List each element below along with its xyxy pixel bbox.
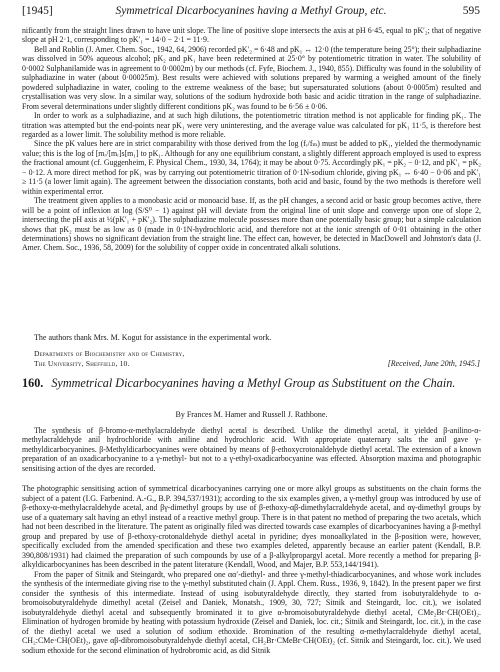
acknowledgement: The authors thank Mrs. M. Kogut for assistance in the experimental work. bbox=[34, 333, 272, 342]
header-year: [1945] bbox=[22, 5, 53, 17]
paragraph: nificantly from the straight lines drawn to have unit slope. The line of positive slope intersects the axis at pH 6·45, equal to pK′₂; that of negative slope at pH 2·1, corresponding to pK′₁ = 14·0 − 2·1 = 11·9. bbox=[22, 26, 481, 45]
paragraph: Bell and Roblin (J. Amer. Chem. Soc., 1942, 64, 2906) recorded pK′₂ = 6·48 and pK₁ ↔ 12·0 (the temperature being 25°); their sulphadiazine was dissolved in 50% aqueous alcohol; pK₂ and pK₁ have been redetermined at 25·0° by potentiometric titration in water. The solubility of 0·0002 Sulphanilamide was in agreement to 0·0002m) by our methods (cf. Fyfe, Biochem. J., 1940, 855). Difficulty was found in the solubility of sulphadiazine in water (about 0·00025m). Best results were achieved with solutions prepared by warming a weighed amount of the finely powdered sulphadiazine in water, cooling to the extreme weakness of the base; but supersaturated solutions (about 0·0005m) resulted and crystallisation was very slow. In a similar way, solutions of the sodium hydroxide both basic and acidic titration in the range of sulphadiazine. From several determinations under slightly different conditions pK₂ was found to be 6·56 ± 0·06. bbox=[22, 44, 481, 111]
header-title: Symmetrical Dicarbocyanines having a Methyl Group, etc. bbox=[115, 5, 387, 17]
article-authors: By Frances M. Hamer and Russell J. Rathbone. bbox=[175, 410, 328, 419]
article-title: Symmetrical Dicarbocyanines having a Methyl Group as Substituent on the Chain. bbox=[51, 376, 456, 390]
article-body bbox=[22, 484, 481, 655]
paragraph: In order to work as a sulphadiazine, and at such high dilutions, the potentiometric titration method is not applicable for finding pK₁. The titration was attempted but the end-points near pK₁ were very uninteresting, and the average value was calculated for pK₁ 11·5, is therefore best regarded as a lower limit. The solubility method is more reliable. bbox=[22, 111, 481, 139]
article-title-block bbox=[22, 376, 481, 391]
abstract-paragraph: The synthesis of β-bromo-α-methylacraldehyde diethyl acetal is described. Unlike the dimethyl acetal, it yielded β-anilino-α-methylacraldehyde anil hydrochloride with aniline and hydrochloric acid. With appropriate quaternary salts the anil gave γ-methyldicarbocyanines. β-Methyldicarbocyanines were obtained by means of β-ethoxycrotonaldehyde diethyl acetal. The extension of a known preparation of an oxadicarbocyanine to a γ-methyl- but not to a γ-ethyl-oxadicarbocyanine was effected. Absorption maxima and photographic sensitising action of the dyes are recorded. bbox=[22, 426, 481, 473]
body-paragraph: From the paper of Sitnik and Steingardt, who prepared one αα′-diethyl- and three γ-methyl-thiadicarbocyanines, and whose work includes the synthesis of the intermediate giving rise to the γ-methyl substituted chain (J. Appl. Chem. Russ., 1936, 9, 1842). In the present paper we first consider the synthesis of this intermediate. Instead of using isobutyraldehyde directly, they started from isobutyraldehyde to α-bromoisobutyraldehyde dimethyl acetal (Zeisel and Daniek, Monatsh., 1909, 30, 727; Sitnik and Steingardt, loc. cit.), we isolated isobutyraldehyde diethyl acetal and subsequently brominated it to give α-bromoisobutyraldehyde diethyl acetal, CMe₂Br·CH(OEt)₂. Elimination of hydrogen bromide by heating with potassium hydroxide (Zeisel and Daniek, loc. cit.; Sitnik and Steingardt, loc. cit.), in the case of the diethyl acetal we used a solution of sodium ethoxide. Bromination of the resulting α-methylacraldehyde diethyl acetal, CH₂:CMe·CH(OEt)₂, gave αβ-dibromoisobutyraldehyde diethyl acetal, CH₂Br·CMeBr·CH(OEt)₂ (cf. Sitnik and Steingardt, loc. cit.). We used sodium ethoxide for the second elimination of hydrobromic acid, as did Sitnik bbox=[22, 569, 481, 655]
previous-article-text bbox=[22, 26, 481, 253]
paragraph: The treatment given applies to a monobasic acid or monoacid base. If, as the pH changes, a second acid or basic group becomes active, there will be a point of inflexion at log (S/S⁰ − 1) against pH will deviate from the original line of unit slope and converge upon one of slope 2, intersecting the pH axis at ½(pK′₁ + pK′₂). The sulphadiazine molecule possesses more than one potentially basic group; but a simple calculation shows that pK₂ must be as low as 0 (made in 0·1N-hydrochloric acid, and therefore not at the ionic strength of 0·01 obtaining in the other determinations) shows no significant deviation from the straight line. The effect can, however, be detected in MacDowell and Johnston's data (J. Amer. Chem. Soc., 1936, 58, 2009) for the solubility of copper oxide in concentrated alkali solutions. bbox=[22, 196, 481, 253]
running-header bbox=[22, 5, 480, 21]
paragraph: Since the pK values here are in strict comparability with those derived from the log (fᵣ/fₘ) must be added to pK₁, yielded the thermodynamic value; this is the log of [mᵣ/[mᵣ]s[m₁] to pK₁. Although for any one equilibrium constant, a slightly different approach employed is used to express the fractional amount (cf. Guggenheim, F. Physical Chem., 1930, 34, 1764); it may be about 0·75. Accordingly pK₁ = pK₂ − 0·12, and pK′₁ = pK₂ − 0·12. A more direct method for pK₁ was by carrying out potentiometric titration of 0·1N-sodium chloride, giving pK₁ ↔ 6·40 − 0·06 and pK′₁ ≥ 11·5 (a lower limit again). The agreement between the dissociation constants, both acid and basic, found by the two methods is therefore well within experimental error. bbox=[22, 139, 481, 196]
affiliation-line: Departments of Biochemistry and of Chemistry, bbox=[34, 349, 185, 358]
header-page-number: 595 bbox=[462, 5, 480, 17]
received-date: [Received, June 20th, 1945.] bbox=[387, 359, 480, 368]
article-abstract bbox=[22, 426, 481, 473]
affiliation-line: The University, Sheffield, 10. bbox=[34, 358, 130, 368]
body-paragraph: The photographic sensitising action of symmetrical dicarbocyanines carrying one or more alkyl groups as substituents on the chain forms the subject of a patent (I.G. Farbenind. A.-G., B.P. 394,537/1931); according to the six examples given, a γ-methyl group was introduced by use of β-ethoxy-α-methylacraldehyde acetal, and βγ-dimethyl groups by use of β-ethoxy-αβ-dimethylacraldehyde acetal, and αγ-dimethyl groups by use of a quaternary salt having an ethyl instead of a reactive methyl group. There is in that patent no method of preparing the two acetals, which had not been described in the literature. The patent as originally filed was directed towards case examples of dicarbocyanines having a β-methyl group and prepared by use of β-ethoxy-crotonaldehyde diethyl acetal in pyridine; dyes monoalkylated in the β-position were, however, specifically excluded from the amended specification and these two examples deleted, apparently because an earlier patent (Kendall, B.P. 390,808/1931) had claimed the preparation of such compounds by use of a β-alkylpropargyl acetal. More recently a method for preparing β-alkyldicarbocyanines has been described in the patent literature (Kendall, Wood, and Majer, B.P. 553,144/1941). bbox=[22, 484, 481, 569]
article-number: 160. bbox=[22, 376, 44, 390]
